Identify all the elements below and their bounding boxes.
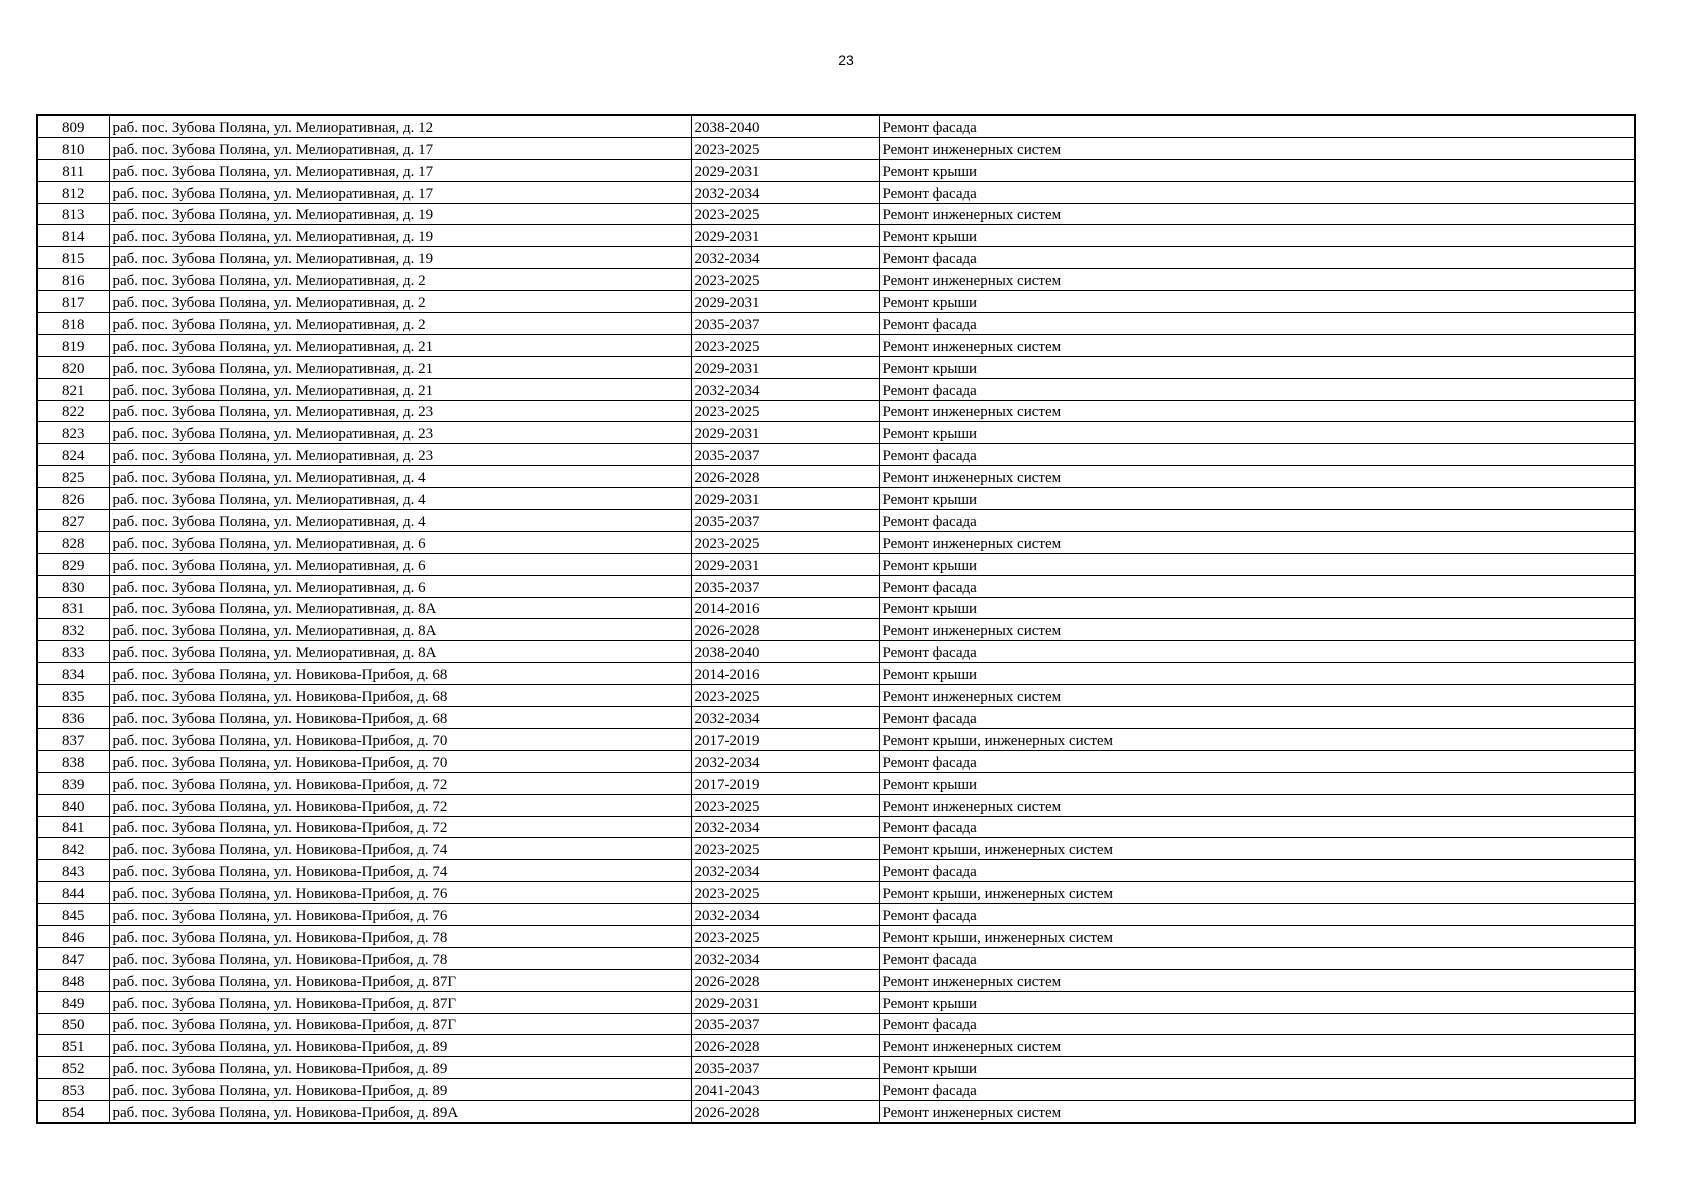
address-cell: раб. пос. Зубова Поляна, ул. Мелиоративная, д. 4 — [109, 488, 691, 510]
address-cell: раб. пос. Зубова Поляна, ул. Мелиоративная, д. 8А — [109, 597, 691, 619]
address-cell: раб. пос. Зубова Поляна, ул. Мелиоративная, д. 19 — [109, 225, 691, 247]
table-row — [37, 838, 1635, 860]
address-cell: раб. пос. Зубова Поляна, ул. Мелиоративная, д. 23 — [109, 422, 691, 444]
work-type-cell: Ремонт фасада — [879, 816, 1635, 838]
table-row — [37, 334, 1635, 356]
address-cell: раб. пос. Зубова Поляна, ул. Мелиоративная, д. 2 — [109, 269, 691, 291]
address-cell: раб. пос. Зубова Поляна, ул. Мелиоративная, д. 12 — [109, 115, 691, 137]
period-cell: 2035-2037 — [691, 444, 879, 466]
row-number-cell: 830 — [37, 575, 109, 597]
row-number-cell: 832 — [37, 619, 109, 641]
table-row — [37, 466, 1635, 488]
address-cell: раб. пос. Зубова Поляна, ул. Новикова-Прибоя, д. 78 — [109, 925, 691, 947]
address-cell: раб. пос. Зубова Поляна, ул. Мелиоративная, д. 8А — [109, 641, 691, 663]
row-number-cell: 827 — [37, 510, 109, 532]
address-cell: раб. пос. Зубова Поляна, ул. Мелиоративная, д. 19 — [109, 203, 691, 225]
table-row — [37, 400, 1635, 422]
period-cell: 2035-2037 — [691, 313, 879, 335]
period-cell: 2029-2031 — [691, 422, 879, 444]
address-cell: раб. пос. Зубова Поляна, ул. Новикова-Прибоя, д. 89 — [109, 1057, 691, 1079]
row-number-cell: 834 — [37, 663, 109, 685]
period-cell: 2023-2025 — [691, 531, 879, 553]
row-number-cell: 837 — [37, 728, 109, 750]
work-type-cell: Ремонт крыши — [879, 553, 1635, 575]
table-row — [37, 269, 1635, 291]
row-number-cell: 815 — [37, 247, 109, 269]
row-number-cell: 838 — [37, 750, 109, 772]
period-cell: 2023-2025 — [691, 269, 879, 291]
work-type-cell: Ремонт крыши — [879, 1057, 1635, 1079]
period-cell: 2029-2031 — [691, 991, 879, 1013]
address-cell: раб. пос. Зубова Поляна, ул. Мелиоративная, д. 17 — [109, 159, 691, 181]
address-cell: раб. пос. Зубова Поляна, ул. Мелиоративная, д. 8А — [109, 619, 691, 641]
work-type-cell: Ремонт фасада — [879, 904, 1635, 926]
work-type-cell: Ремонт крыши, инженерных систем — [879, 925, 1635, 947]
period-cell: 2023-2025 — [691, 400, 879, 422]
work-type-cell: Ремонт инженерных систем — [879, 619, 1635, 641]
period-cell: 2023-2025 — [691, 203, 879, 225]
period-cell: 2032-2034 — [691, 816, 879, 838]
work-type-cell: Ремонт крыши, инженерных систем — [879, 728, 1635, 750]
period-cell: 2023-2025 — [691, 794, 879, 816]
work-type-cell: Ремонт крыши — [879, 597, 1635, 619]
table-row — [37, 313, 1635, 335]
work-type-cell: Ремонт инженерных систем — [879, 137, 1635, 159]
table-row — [37, 137, 1635, 159]
table-row — [37, 422, 1635, 444]
table-row — [37, 247, 1635, 269]
work-type-cell: Ремонт инженерных систем — [879, 400, 1635, 422]
address-cell: раб. пос. Зубова Поляна, ул. Новикова-Прибоя, д. 70 — [109, 750, 691, 772]
table-row — [37, 1035, 1635, 1057]
row-number-cell: 824 — [37, 444, 109, 466]
table-row — [37, 159, 1635, 181]
address-cell: раб. пос. Зубова Поляна, ул. Новикова-Прибоя, д. 87Г — [109, 1013, 691, 1035]
period-cell: 2032-2034 — [691, 904, 879, 926]
row-number-cell: 826 — [37, 488, 109, 510]
address-cell: раб. пос. Зубова Поляна, ул. Новикова-Прибоя, д. 89 — [109, 1079, 691, 1101]
row-number-cell: 818 — [37, 313, 109, 335]
row-number-cell: 822 — [37, 400, 109, 422]
address-cell: раб. пос. Зубова Поляна, ул. Мелиоративная, д. 6 — [109, 553, 691, 575]
table-row — [37, 728, 1635, 750]
table-row — [37, 510, 1635, 532]
address-cell: раб. пос. Зубова Поляна, ул. Мелиоративная, д. 17 — [109, 181, 691, 203]
address-cell: раб. пос. Зубова Поляна, ул. Новикова-Прибоя, д. 72 — [109, 816, 691, 838]
period-cell: 2029-2031 — [691, 291, 879, 313]
table-row — [37, 444, 1635, 466]
table-row — [37, 882, 1635, 904]
work-type-cell: Ремонт инженерных систем — [879, 334, 1635, 356]
address-cell: раб. пос. Зубова Поляна, ул. Новикова-Прибоя, д. 68 — [109, 685, 691, 707]
address-cell: раб. пос. Зубова Поляна, ул. Новикова-Прибоя, д. 74 — [109, 860, 691, 882]
address-cell: раб. пос. Зубова Поляна, ул. Новикова-Прибоя, д. 72 — [109, 794, 691, 816]
table-row — [37, 860, 1635, 882]
row-number-cell: 810 — [37, 137, 109, 159]
work-type-cell: Ремонт фасада — [879, 510, 1635, 532]
work-type-cell: Ремонт крыши — [879, 291, 1635, 313]
work-type-cell: Ремонт инженерных систем — [879, 1101, 1635, 1123]
period-cell: 2029-2031 — [691, 488, 879, 510]
work-type-cell: Ремонт крыши — [879, 772, 1635, 794]
period-cell: 2026-2028 — [691, 1101, 879, 1123]
work-type-cell: Ремонт фасада — [879, 247, 1635, 269]
address-cell: раб. пос. Зубова Поляна, ул. Новикова-Прибоя, д. 87Г — [109, 969, 691, 991]
work-type-cell: Ремонт инженерных систем — [879, 269, 1635, 291]
work-type-cell: Ремонт фасада — [879, 115, 1635, 137]
row-number-cell: 820 — [37, 356, 109, 378]
row-number-cell: 817 — [37, 291, 109, 313]
row-number-cell: 847 — [37, 947, 109, 969]
table-row — [37, 1079, 1635, 1101]
row-number-cell: 836 — [37, 707, 109, 729]
row-number-cell: 813 — [37, 203, 109, 225]
work-type-cell: Ремонт фасада — [879, 641, 1635, 663]
address-cell: раб. пос. Зубова Поляна, ул. Мелиоративная, д. 21 — [109, 378, 691, 400]
address-cell: раб. пос. Зубова Поляна, ул. Мелиоративная, д. 23 — [109, 444, 691, 466]
address-cell: раб. пос. Зубова Поляна, ул. Мелиоративная, д. 6 — [109, 531, 691, 553]
row-number-cell: 831 — [37, 597, 109, 619]
work-type-cell: Ремонт крыши — [879, 991, 1635, 1013]
repair-schedule-table — [36, 114, 1636, 1124]
period-cell: 2023-2025 — [691, 838, 879, 860]
table-row — [37, 947, 1635, 969]
address-cell: раб. пос. Зубова Поляна, ул. Мелиоративная, д. 21 — [109, 356, 691, 378]
address-cell: раб. пос. Зубова Поляна, ул. Новикова-Прибоя, д. 89А — [109, 1101, 691, 1123]
address-cell: раб. пос. Зубова Поляна, ул. Мелиоративная, д. 19 — [109, 247, 691, 269]
table-row — [37, 553, 1635, 575]
period-cell: 2035-2037 — [691, 510, 879, 532]
period-cell: 2029-2031 — [691, 553, 879, 575]
row-number-cell: 841 — [37, 816, 109, 838]
period-cell: 2032-2034 — [691, 750, 879, 772]
period-cell: 2023-2025 — [691, 137, 879, 159]
row-number-cell: 812 — [37, 181, 109, 203]
row-number-cell: 839 — [37, 772, 109, 794]
work-type-cell: Ремонт фасада — [879, 860, 1635, 882]
address-cell: раб. пос. Зубова Поляна, ул. Новикова-Прибоя, д. 74 — [109, 838, 691, 860]
work-type-cell: Ремонт фасада — [879, 313, 1635, 335]
work-type-cell: Ремонт инженерных систем — [879, 685, 1635, 707]
work-type-cell: Ремонт фасада — [879, 575, 1635, 597]
work-type-cell: Ремонт крыши — [879, 356, 1635, 378]
period-cell: 2032-2034 — [691, 181, 879, 203]
address-cell: раб. пос. Зубова Поляна, ул. Новикова-Прибоя, д. 87Г — [109, 991, 691, 1013]
period-cell: 2017-2019 — [691, 728, 879, 750]
address-cell: раб. пос. Зубова Поляна, ул. Мелиоративная, д. 4 — [109, 466, 691, 488]
table-row — [37, 1013, 1635, 1035]
period-cell: 2038-2040 — [691, 115, 879, 137]
address-cell: раб. пос. Зубова Поляна, ул. Новикова-Прибоя, д. 76 — [109, 882, 691, 904]
row-number-cell: 848 — [37, 969, 109, 991]
period-cell: 2032-2034 — [691, 707, 879, 729]
work-type-cell: Ремонт фасада — [879, 1079, 1635, 1101]
work-type-cell: Ремонт фасада — [879, 1013, 1635, 1035]
table-row — [37, 685, 1635, 707]
address-cell: раб. пос. Зубова Поляна, ул. Мелиоративная, д. 6 — [109, 575, 691, 597]
work-type-cell: Ремонт инженерных систем — [879, 466, 1635, 488]
address-cell: раб. пос. Зубова Поляна, ул. Новикова-Прибоя, д. 68 — [109, 707, 691, 729]
table-row — [37, 619, 1635, 641]
row-number-cell: 833 — [37, 641, 109, 663]
period-cell: 2029-2031 — [691, 225, 879, 247]
period-cell: 2029-2031 — [691, 159, 879, 181]
address-cell: раб. пос. Зубова Поляна, ул. Новикова-Прибоя, д. 78 — [109, 947, 691, 969]
table-row — [37, 597, 1635, 619]
address-cell: раб. пос. Зубова Поляна, ул. Новикова-Прибоя, д. 70 — [109, 728, 691, 750]
period-cell: 2017-2019 — [691, 772, 879, 794]
row-number-cell: 821 — [37, 378, 109, 400]
work-type-cell: Ремонт крыши — [879, 225, 1635, 247]
row-number-cell: 819 — [37, 334, 109, 356]
row-number-cell: 809 — [37, 115, 109, 137]
table-row — [37, 1057, 1635, 1079]
period-cell: 2035-2037 — [691, 1013, 879, 1035]
row-number-cell: 823 — [37, 422, 109, 444]
work-type-cell: Ремонт фасада — [879, 444, 1635, 466]
table-row — [37, 203, 1635, 225]
table-row — [37, 225, 1635, 247]
row-number-cell: 849 — [37, 991, 109, 1013]
table-row — [37, 356, 1635, 378]
work-type-cell: Ремонт фасада — [879, 181, 1635, 203]
row-number-cell: 844 — [37, 882, 109, 904]
work-type-cell: Ремонт крыши — [879, 422, 1635, 444]
work-type-cell: Ремонт крыши, инженерных систем — [879, 838, 1635, 860]
work-type-cell: Ремонт фасада — [879, 947, 1635, 969]
period-cell: 2023-2025 — [691, 925, 879, 947]
period-cell: 2038-2040 — [691, 641, 879, 663]
work-type-cell: Ремонт крыши — [879, 663, 1635, 685]
row-number-cell: 853 — [37, 1079, 109, 1101]
work-type-cell: Ремонт фасада — [879, 378, 1635, 400]
period-cell: 2023-2025 — [691, 882, 879, 904]
period-cell: 2026-2028 — [691, 466, 879, 488]
address-cell: раб. пос. Зубова Поляна, ул. Мелиоративная, д. 23 — [109, 400, 691, 422]
table-row — [37, 991, 1635, 1013]
address-cell: раб. пос. Зубова Поляна, ул. Мелиоративная, д. 21 — [109, 334, 691, 356]
period-cell: 2026-2028 — [691, 969, 879, 991]
address-cell: раб. пос. Зубова Поляна, ул. Новикова-Прибоя, д. 89 — [109, 1035, 691, 1057]
table-row — [37, 575, 1635, 597]
table-row — [37, 707, 1635, 729]
period-cell: 2014-2016 — [691, 597, 879, 619]
period-cell: 2014-2016 — [691, 663, 879, 685]
address-cell: раб. пос. Зубова Поляна, ул. Мелиоративная, д. 2 — [109, 313, 691, 335]
table-row — [37, 772, 1635, 794]
work-type-cell: Ремонт инженерных систем — [879, 794, 1635, 816]
table-row — [37, 488, 1635, 510]
row-number-cell: 843 — [37, 860, 109, 882]
period-cell: 2026-2028 — [691, 619, 879, 641]
table-row — [37, 181, 1635, 203]
row-number-cell: 845 — [37, 904, 109, 926]
row-number-cell: 828 — [37, 531, 109, 553]
row-number-cell: 842 — [37, 838, 109, 860]
address-cell: раб. пос. Зубова Поляна, ул. Новикова-Прибоя, д. 76 — [109, 904, 691, 926]
row-number-cell: 846 — [37, 925, 109, 947]
table-row — [37, 904, 1635, 926]
work-type-cell: Ремонт инженерных систем — [879, 531, 1635, 553]
address-cell: раб. пос. Зубова Поляна, ул. Мелиоративная, д. 2 — [109, 291, 691, 313]
period-cell: 2029-2031 — [691, 356, 879, 378]
table-row — [37, 378, 1635, 400]
table-row — [37, 291, 1635, 313]
table-row — [37, 641, 1635, 663]
row-number-cell: 854 — [37, 1101, 109, 1123]
page-number: 23 — [838, 52, 854, 68]
table-row — [37, 925, 1635, 947]
table-row — [37, 969, 1635, 991]
table-body — [37, 115, 1635, 1123]
table-row — [37, 1101, 1635, 1123]
work-type-cell: Ремонт инженерных систем — [879, 1035, 1635, 1057]
address-cell: раб. пос. Зубова Поляна, ул. Мелиоративная, д. 17 — [109, 137, 691, 159]
table-row — [37, 816, 1635, 838]
period-cell: 2041-2043 — [691, 1079, 879, 1101]
period-cell: 2023-2025 — [691, 685, 879, 707]
period-cell: 2032-2034 — [691, 247, 879, 269]
row-number-cell: 825 — [37, 466, 109, 488]
table-row — [37, 531, 1635, 553]
work-type-cell: Ремонт инженерных систем — [879, 969, 1635, 991]
period-cell: 2032-2034 — [691, 378, 879, 400]
row-number-cell: 851 — [37, 1035, 109, 1057]
work-type-cell: Ремонт крыши, инженерных систем — [879, 882, 1635, 904]
address-cell: раб. пос. Зубова Поляна, ул. Новикова-Прибоя, д. 68 — [109, 663, 691, 685]
period-cell: 2023-2025 — [691, 334, 879, 356]
row-number-cell: 835 — [37, 685, 109, 707]
row-number-cell: 850 — [37, 1013, 109, 1035]
row-number-cell: 852 — [37, 1057, 109, 1079]
row-number-cell: 840 — [37, 794, 109, 816]
address-cell: раб. пос. Зубова Поляна, ул. Новикова-Прибоя, д. 72 — [109, 772, 691, 794]
work-type-cell: Ремонт фасада — [879, 707, 1635, 729]
work-type-cell: Ремонт крыши — [879, 488, 1635, 510]
row-number-cell: 811 — [37, 159, 109, 181]
row-number-cell: 816 — [37, 269, 109, 291]
row-number-cell: 814 — [37, 225, 109, 247]
address-cell: раб. пос. Зубова Поляна, ул. Мелиоративная, д. 4 — [109, 510, 691, 532]
table-row — [37, 663, 1635, 685]
table-row — [37, 794, 1635, 816]
period-cell: 2035-2037 — [691, 1057, 879, 1079]
work-type-cell: Ремонт инженерных систем — [879, 203, 1635, 225]
work-type-cell: Ремонт фасада — [879, 750, 1635, 772]
work-type-cell: Ремонт крыши — [879, 159, 1635, 181]
period-cell: 2032-2034 — [691, 947, 879, 969]
period-cell: 2035-2037 — [691, 575, 879, 597]
row-number-cell: 829 — [37, 553, 109, 575]
period-cell: 2026-2028 — [691, 1035, 879, 1057]
period-cell: 2032-2034 — [691, 860, 879, 882]
table-row — [37, 750, 1635, 772]
table-row — [37, 115, 1635, 137]
